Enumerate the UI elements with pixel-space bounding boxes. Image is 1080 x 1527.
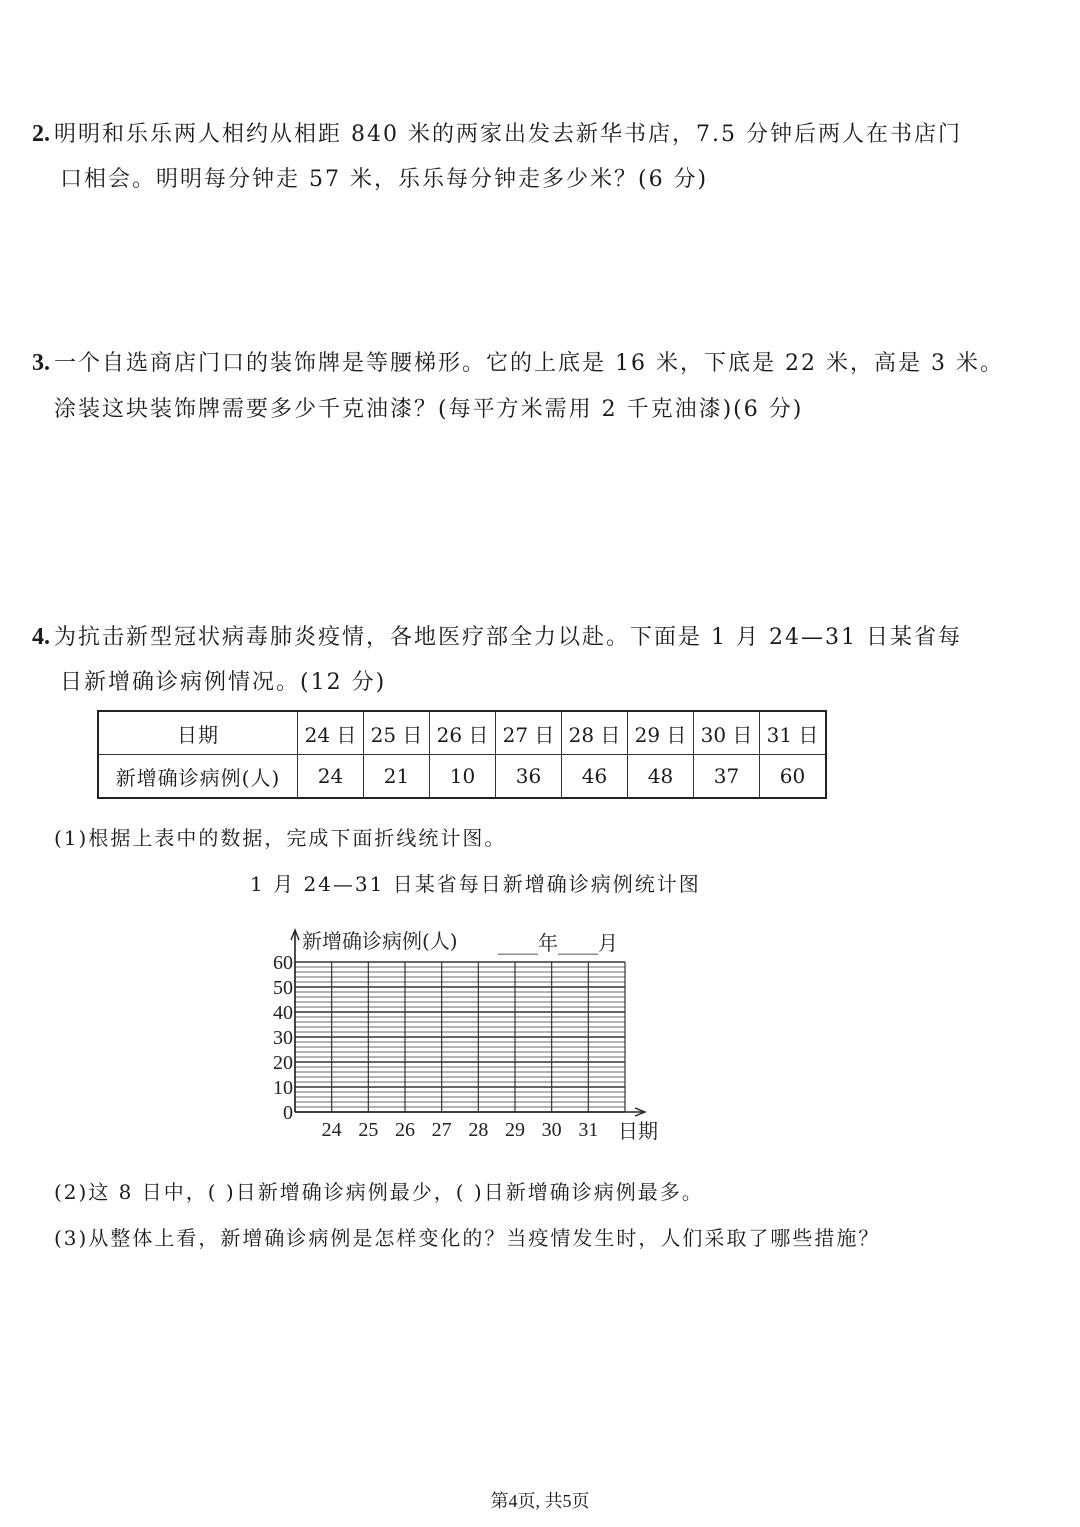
- table-cell-cases: 10: [430, 755, 496, 799]
- x-tick-label: 27: [431, 1119, 452, 1141]
- q2-line2: 口相会。明明每分钟走 57 米，乐乐每分钟走多少米？(6 分): [60, 167, 709, 192]
- q4-sub2: (2)这 8 日中，( )日新增确诊病例最少，( )日新增确诊病例最多。: [54, 1180, 704, 1204]
- table-cell-date: 29 日: [628, 711, 694, 755]
- table-cell-date: 27 日: [496, 711, 562, 755]
- x-tick-label: 26: [395, 1119, 415, 1141]
- table-cell-date: 31 日: [760, 711, 827, 755]
- table-cell-date: 28 日: [562, 711, 628, 755]
- chart-title: 1 月 24—31 日某省每日新增确诊病例统计图: [250, 872, 701, 896]
- table-cell-date: 24 日: [298, 711, 364, 755]
- q4-text1: 为抗击新型冠状病毒肺炎疫情，各地医疗部全力以赴。下面是 1 月 24—31 日某省每: [54, 625, 962, 650]
- chart-gridlines: [295, 962, 625, 1112]
- table-cell-date: 25 日: [364, 711, 430, 755]
- line-chart-grid[interactable]: [260, 920, 680, 1150]
- x-axis-label: 日期: [618, 1119, 658, 1143]
- chart-axes: [291, 930, 645, 1116]
- y-tick-label: 20: [273, 1052, 293, 1074]
- q2-text1: 明明和乐乐两人相约从相距 840 米的两家出发去新华书店，7.5 分钟后两人在书店门: [54, 122, 962, 147]
- y-tick-label: 0: [283, 1102, 293, 1124]
- x-tick-label: 31: [578, 1119, 599, 1141]
- q3-line1: [32, 346, 1004, 377]
- table-cell-date: 26 日: [430, 711, 496, 755]
- q4-number: 4.: [32, 624, 50, 650]
- table-row-cases: [98, 755, 826, 799]
- x-tick-label: 25: [358, 1119, 379, 1141]
- table-cell-cases: 36: [496, 755, 562, 799]
- q3-text1: 一个自选商店门口的装饰牌是等腰梯形。它的上底是 16 米，下底是 22 米，高是 3 米。: [54, 351, 1004, 376]
- y-tick-label: 50: [273, 977, 293, 999]
- table-cell-cases: 24: [298, 755, 364, 799]
- table-row-dates: [98, 711, 826, 755]
- table-cell-date: 30 日: [694, 711, 760, 755]
- y-tick-label: 60: [273, 952, 293, 974]
- x-tick-labels: [322, 1119, 599, 1141]
- table-cell-cases: 21: [364, 755, 430, 799]
- y-tick-label: 10: [273, 1077, 293, 1099]
- table-cell-cases: 46: [562, 755, 628, 799]
- q4-line2: 日新增确诊病例情况。(12 分): [60, 670, 387, 695]
- x-tick-label: 28: [468, 1119, 489, 1141]
- q3-line2: 涂装这块装饰牌需要多少千克油漆？(每平方米需用 2 千克油漆)(6 分): [54, 397, 804, 422]
- x-tick-label: 30: [541, 1119, 562, 1141]
- q2-number: 2.: [32, 121, 50, 147]
- q2-line1: [32, 117, 962, 148]
- q4-sub3: (3)从整体上看，新增确诊病例是怎样变化的？当疫情发生时，人们采取了哪些措施？: [54, 1226, 881, 1250]
- y-axis-label: 新增确诊病例(人): [302, 929, 458, 953]
- table-header-date: 日期: [98, 711, 298, 755]
- q3-number: 3.: [32, 350, 50, 376]
- y-tick-label: 30: [273, 1027, 293, 1049]
- table-cell-cases: 60: [760, 755, 827, 799]
- cases-table: [97, 710, 827, 799]
- q4-line1: [32, 620, 962, 651]
- y-tick-label: 40: [273, 1002, 293, 1024]
- x-tick-label: 29: [505, 1119, 525, 1141]
- y-tick-labels: [273, 952, 293, 1124]
- date-blank[interactable]: ____年____月: [498, 931, 618, 955]
- q4-sub1: (1)根据上表中的数据，完成下面折线统计图。: [54, 826, 507, 850]
- table-cell-cases: 37: [694, 755, 760, 799]
- x-tick-label: 24: [321, 1119, 342, 1141]
- page-footer: 第4页, 共5页: [490, 1491, 590, 1511]
- table-header-cases: 新增确诊病例(人): [98, 755, 298, 799]
- table-cell-cases: 48: [628, 755, 694, 799]
